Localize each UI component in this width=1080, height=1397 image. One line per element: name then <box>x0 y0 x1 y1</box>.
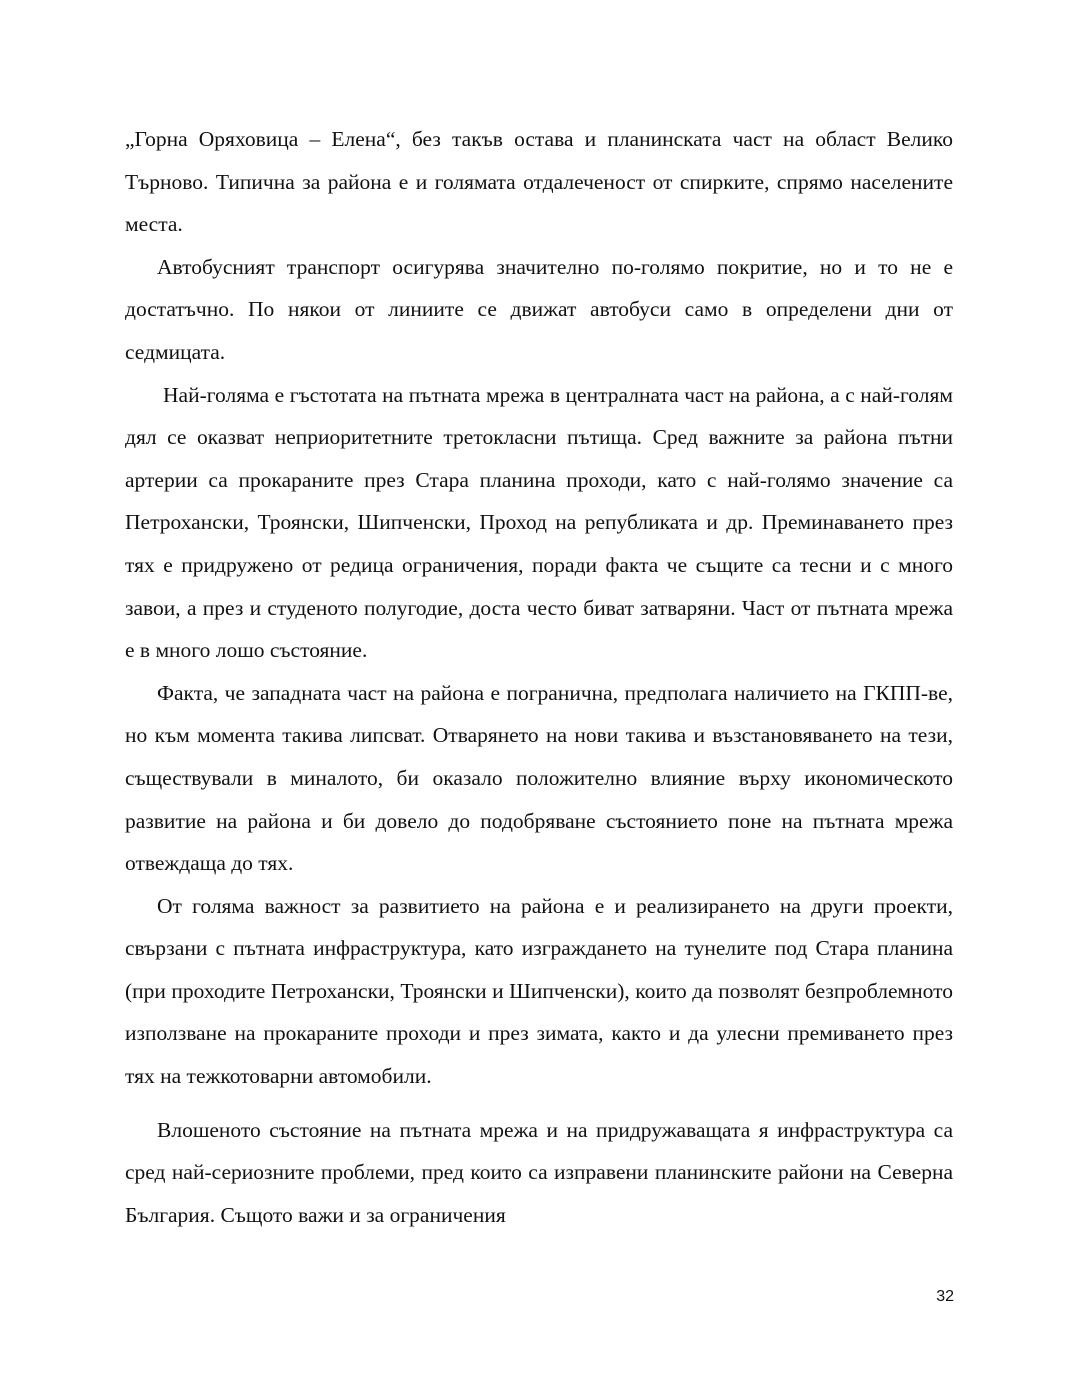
paragraph-4: Факта, че западната част на района е погранична, предполага наличието на ГКПП-ве, но към момента такива липсват. Отварянето на нови такива и възстановяването на тези, съществували в миналото, би оказало положително влияние върху икономическото развитие на района и би довело до подобряване състоянието поне на пътната мрежа отвеждаща до тях. <box>125 680 953 876</box>
paragraph-2: Автобусният транспорт осигурява значително по-голямо покритие, но и то не е достатъчно. По някои от линиите се движат автобуси само в определени дни от седмицата. <box>125 254 953 364</box>
paragraph-3: Най-голяма е гъстотата на пътната мрежа в централната част на района, а с най-голям дял се оказват неприоритетните третокласни пътища. Сред важните за района пътни артерии са прокараните през Стара планина проходи, като с най-голямо значение са Петрохански, Троянски, Шипченски, Проход на републиката и др. Преминаването през тях е придружено от редица ограничения, поради факта че същите са тесни и с много завои, а през и студеното полугодие, доста често биват затваряни. Част от пътната мрежа е в много лошо състояние. <box>125 382 953 663</box>
paragraph-6: Влошеното състояние на пътната мрежа и на придружаващата я инфраструктура са сред най-сериозните проблеми, пред които са изправени планинските райони на Северна България. Същото важи и за ограничения <box>125 1117 953 1227</box>
paragraph-1: „Горна Оряховица – Елена“, без такъв остава и планинската част на област Велико Търново. Типична за района е и голямата отдалеченост от спирките, спрямо населените места. <box>125 127 953 237</box>
body-text <box>125 118 953 1236</box>
page-number: 32 <box>936 1288 954 1305</box>
paragraph-5: От голяма важност за развитието на района е и реализирането на други проекти, свързани с пътната инфраструктура, като изграждането на тунелите под Стара планина (при проходите Петрохански, Троянски и Шипченски), които да позволят безпроблемното използване на прокараните проходи и през зимата, както и да улесни премиването през тях на тежкотоварни автомобили. <box>125 893 953 1089</box>
